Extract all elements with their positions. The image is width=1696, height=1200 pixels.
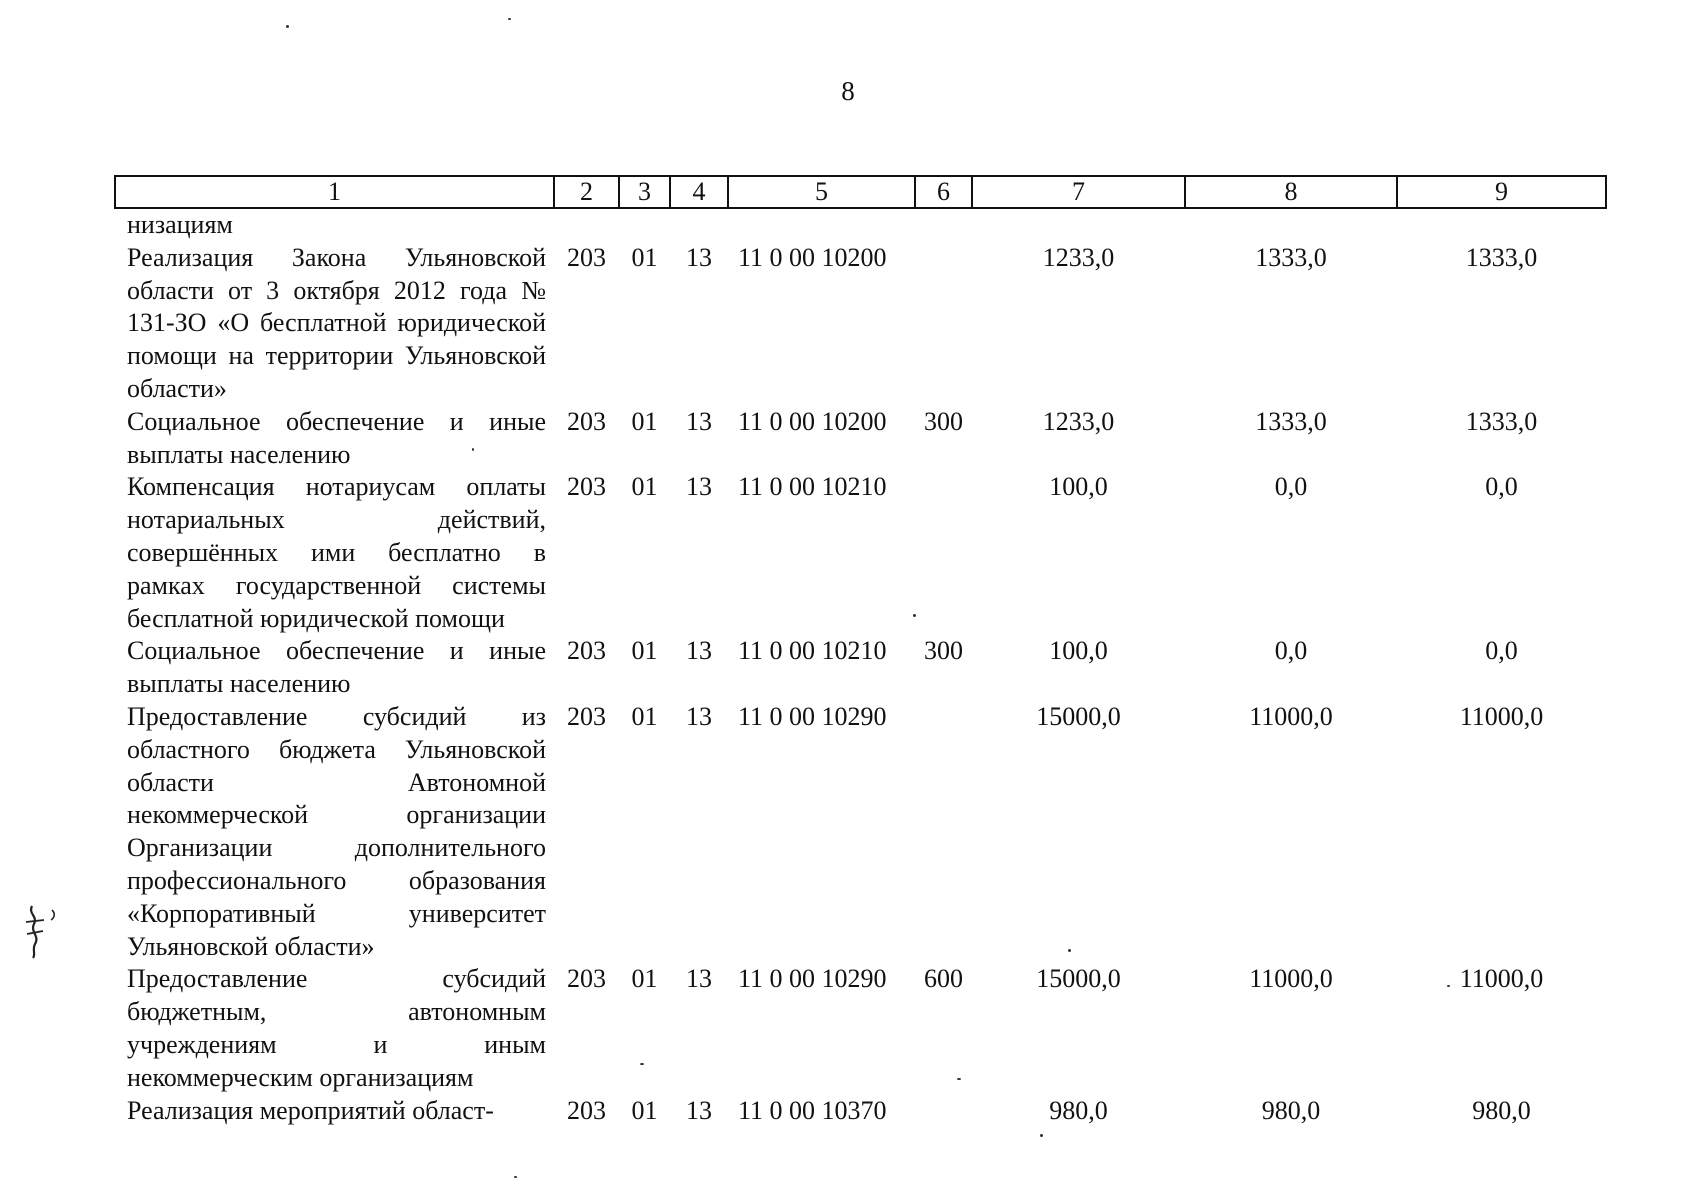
amount-col-9: 11000,0 [1459,964,1544,994]
subsection-code: 13 [686,964,712,994]
row-name: Компенсация нотариусам оплаты нотариальных действий, совершённых ими бесплатно в рамках государственной системы бесплатной юридической помощи [127,472,546,633]
amount-col-9: 0,0 [1485,472,1518,502]
table-row [115,1095,1606,1128]
scan-speck [514,1176,517,1178]
target-article-code: 11 0 00 10290 [738,701,887,731]
expense-type-code: 600 [924,964,963,994]
amount-col-8: 0,0 [1274,636,1308,666]
amount-col-7: 100,0 [1049,472,1108,502]
section-code: 01 [631,472,658,502]
amount-col-8: 11000,0 [1249,964,1333,994]
amount-col-7: 100,0 [1049,636,1108,666]
section-code [619,208,670,242]
admin-code: 203 [567,701,606,731]
scan-speck [913,614,916,617]
target-article-code: 11 0 00 10210 [738,636,887,666]
amount-col-8: 980,0 [1261,1095,1321,1125]
amount-col-7 [972,208,1185,242]
budget-table-container [114,175,1605,1127]
column-header-9: 9 [1397,176,1606,208]
amount-col-7: 980,0 [1049,1095,1108,1125]
column-header-7: 7 [972,176,1185,208]
amount-col-7: 1233,0 [1042,406,1115,436]
amount-col-8: 0,0 [1274,472,1308,502]
expense-type-code [915,208,972,242]
column-header-1: 1 [115,176,554,208]
row-name: Предоставление субсидий бюджетным, автономным учреждениям и иным некоммерческим организациям [127,964,546,1092]
amount-col-9: 11000,0 [1459,701,1544,731]
target-article-code: 11 0 00 10210 [738,472,887,502]
admin-code: 203 [567,406,606,436]
amount-col-9: 0,0 [1485,636,1518,666]
amount-col-7: 15000,0 [1036,701,1121,731]
section-code: 01 [631,636,658,666]
column-header-2: 2 [554,176,619,208]
table-row [115,242,1606,406]
target-article-code: 11 0 00 10200 [738,242,887,272]
subsection-code: 13 [686,636,712,666]
expense-type-code [915,242,972,406]
subsection-code [670,208,728,242]
row-name: Социальное обеспечение и иные выплаты населению [127,406,546,469]
expense-type-code [915,1095,972,1128]
table-row [115,471,1606,635]
subsection-code: 13 [686,701,712,731]
amount-col-9: 1333,0 [1465,406,1538,436]
row-name: Социальное обеспечение и иные выплаты населению [127,636,546,699]
subsection-code: 13 [686,472,712,502]
target-article-code: 11 0 00 10370 [738,1095,887,1125]
section-code: 01 [631,242,658,272]
row-name: Реализация Закона Ульяновской области от 3 октября 2012 года № 131-ЗО «О бесплатной юридической помощи на территории Ульяновской области» [127,242,546,403]
scan-speck [472,448,474,451]
target-article-code: 11 0 00 10290 [738,964,887,994]
section-code: 01 [631,1095,658,1125]
scan-speck [1068,949,1071,952]
row-name: Реализация мероприятий област- [127,1095,494,1125]
column-header-4: 4 [670,176,728,208]
table-row [115,208,1606,242]
table-header [115,176,1606,208]
table-body [115,208,1606,1127]
budget-table [114,175,1607,1127]
subsection-code: 13 [686,242,712,272]
table-row [115,635,1606,701]
amount-col-8 [1185,208,1397,242]
row-name: низациям [127,210,233,239]
section-code: 01 [631,406,658,436]
admin-code [554,208,619,242]
amount-col-7: 1233,0 [1042,242,1115,272]
subsection-code: 13 [686,1095,712,1125]
section-code: 01 [631,964,658,994]
target-article-code: 11 0 00 10200 [738,406,887,436]
expense-type-code [915,701,972,963]
amount-col-9 [1397,208,1606,242]
scan-speck [640,1063,644,1065]
admin-code: 203 [567,1095,606,1125]
expense-type-code [915,471,972,635]
expense-type-code: 300 [924,406,963,436]
admin-code: 203 [567,964,606,994]
amount-col-8: 11000,0 [1249,701,1333,731]
admin-code: 203 [567,636,606,666]
table-row [115,963,1606,1094]
amount-col-8: 1333,0 [1255,406,1327,436]
amount-col-8: 1333,0 [1255,242,1327,272]
table-row [115,406,1606,472]
column-header-3: 3 [619,176,670,208]
column-header-6: 6 [915,176,972,208]
scan-speck [508,18,511,20]
amount-col-7: 15000,0 [1036,964,1121,994]
admin-code: 203 [567,472,606,502]
column-header-5: 5 [728,176,915,208]
scan-speck [1040,1134,1043,1137]
scan-speck [957,1078,961,1080]
row-name: Предоставление субсидий из областного бюджета Ульяновской области Автономной некоммерческой организации Организации дополнительного профессионального образования «Корпоративный университет Ульяновской области» [127,701,546,961]
scan-speck [1447,985,1450,987]
admin-code: 203 [567,242,606,272]
expense-type-code: 300 [924,636,963,666]
margin-handwritten-mark [18,900,62,960]
header-row [115,176,1606,208]
table-row [115,701,1606,963]
page-number: 8 [841,76,855,106]
target-article-code [728,208,915,242]
section-code: 01 [631,701,658,731]
amount-col-9: 1333,0 [1465,242,1538,272]
amount-col-9: 980,0 [1472,1095,1531,1125]
column-header-8: 8 [1185,176,1397,208]
scan-speck [286,25,289,28]
subsection-code: 13 [686,406,712,436]
